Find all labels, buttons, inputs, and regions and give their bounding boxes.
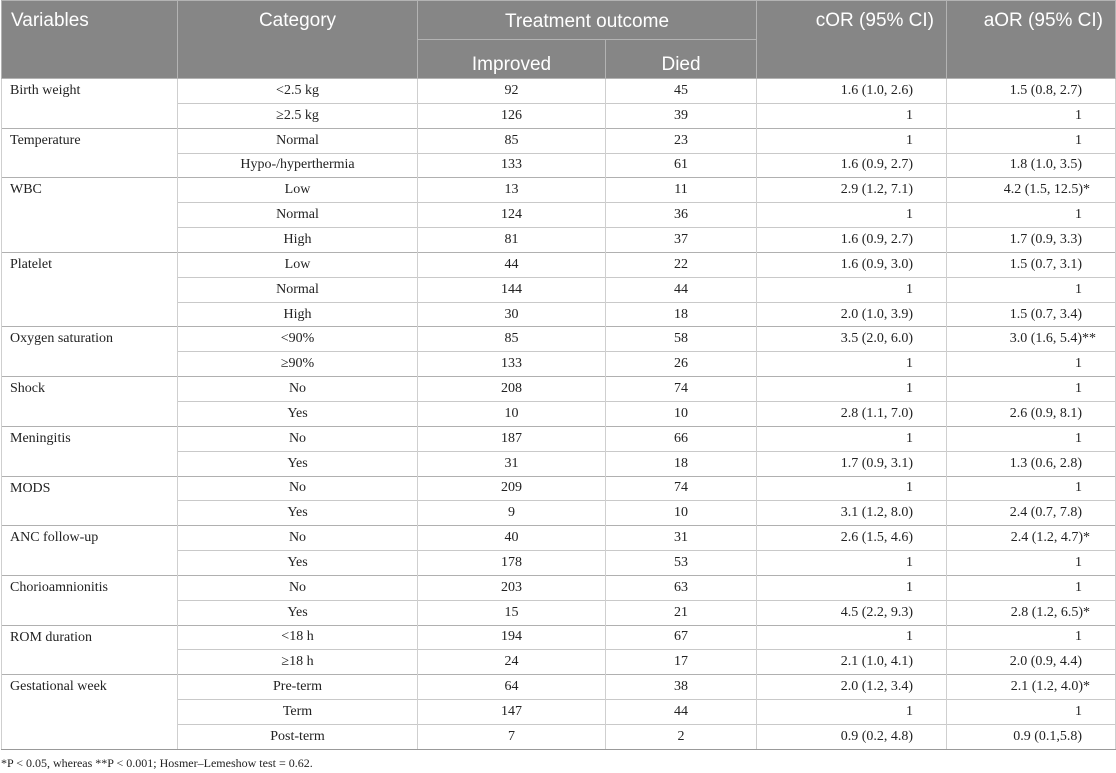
table-row (2, 526, 1116, 551)
aor-cell: 3.0 (1.6, 5.4)** (947, 327, 1116, 352)
category-cell: Post-term (178, 724, 418, 749)
table-header (2, 1, 1116, 79)
aor-cell: 1.7 (0.9, 3.3) (947, 228, 1116, 253)
table-row (2, 128, 1116, 153)
cor-cell: 1 (757, 352, 947, 377)
category-cell: No (178, 426, 418, 451)
improved-cell: 124 (418, 203, 606, 228)
category-cell: Normal (178, 277, 418, 302)
aor-cell: 2.0 (0.9, 4.4) (947, 650, 1116, 675)
cor-cell: 2.6 (1.5, 4.6) (757, 526, 947, 551)
header-variables: Variables (2, 1, 178, 79)
died-cell: 44 (606, 700, 757, 725)
category-cell: No (178, 476, 418, 501)
died-cell: 58 (606, 327, 757, 352)
cor-cell: 3.1 (1.2, 8.0) (757, 501, 947, 526)
cor-cell: 1 (757, 575, 947, 600)
cor-cell: 1 (757, 203, 947, 228)
category-cell: High (178, 228, 418, 253)
died-cell: 39 (606, 103, 757, 128)
improved-cell: 85 (418, 327, 606, 352)
cor-cell: 3.5 (2.0, 6.0) (757, 327, 947, 352)
variable-cell: ROM duration (2, 625, 178, 675)
died-cell: 53 (606, 551, 757, 576)
aor-cell: 2.8 (1.2, 6.5)* (947, 600, 1116, 625)
table-row (2, 252, 1116, 277)
aor-cell: 2.6 (0.9, 8.1) (947, 401, 1116, 426)
improved-cell: 81 (418, 228, 606, 253)
aor-cell: 2.4 (1.2, 4.7)* (947, 526, 1116, 551)
died-cell: 22 (606, 252, 757, 277)
cor-cell: 1.7 (0.9, 3.1) (757, 451, 947, 476)
cor-cell: 2.1 (1.0, 4.1) (757, 650, 947, 675)
died-cell: 10 (606, 501, 757, 526)
cor-cell: 1 (757, 551, 947, 576)
category-cell: Normal (178, 128, 418, 153)
aor-cell: 1 (947, 700, 1116, 725)
aor-cell: 1 (947, 352, 1116, 377)
died-cell: 67 (606, 625, 757, 650)
died-cell: 45 (606, 79, 757, 104)
aor-cell: 1 (947, 203, 1116, 228)
died-cell: 2 (606, 724, 757, 749)
category-cell: Hypo-/hyperthermia (178, 153, 418, 178)
improved-cell: 208 (418, 377, 606, 402)
aor-cell: 1.5 (0.8, 2.7) (947, 79, 1116, 104)
died-cell: 74 (606, 476, 757, 501)
category-cell: <90% (178, 327, 418, 352)
aor-cell: 4.2 (1.5, 12.5)* (947, 178, 1116, 203)
improved-cell: 147 (418, 700, 606, 725)
improved-cell: 126 (418, 103, 606, 128)
improved-cell: 194 (418, 625, 606, 650)
died-cell: 23 (606, 128, 757, 153)
table-row (2, 675, 1116, 700)
variable-cell: Shock (2, 377, 178, 427)
died-cell: 17 (606, 650, 757, 675)
improved-cell: 133 (418, 352, 606, 377)
died-cell: 10 (606, 401, 757, 426)
aor-cell: 1 (947, 551, 1116, 576)
table-row (2, 625, 1116, 650)
aor-cell: 1 (947, 128, 1116, 153)
cor-cell: 1 (757, 377, 947, 402)
header-treatment-outcome: Treatment outcome (418, 1, 757, 40)
aor-cell: 1 (947, 476, 1116, 501)
header-died: Died (606, 40, 757, 79)
category-cell: No (178, 526, 418, 551)
category-cell: No (178, 377, 418, 402)
table-body (2, 79, 1116, 750)
category-cell: Low (178, 178, 418, 203)
category-cell: ≥18 h (178, 650, 418, 675)
header-category: Category (178, 1, 418, 79)
improved-cell: 15 (418, 600, 606, 625)
aor-cell: 2.4 (0.7, 7.8) (947, 501, 1116, 526)
improved-cell: 64 (418, 675, 606, 700)
aor-cell: 1.5 (0.7, 3.1) (947, 252, 1116, 277)
cor-cell: 1 (757, 476, 947, 501)
aor-cell: 1 (947, 426, 1116, 451)
cor-cell: 1 (757, 103, 947, 128)
cor-cell: 1 (757, 128, 947, 153)
table-row (2, 575, 1116, 600)
footnote: *P < 0.05, whereas **P < 0.001; Hosmer–Lemeshow test = 0.62. (1, 756, 313, 770)
variable-cell: Gestational week (2, 675, 178, 750)
improved-cell: 85 (418, 128, 606, 153)
cor-cell: 1 (757, 625, 947, 650)
category-cell: Low (178, 252, 418, 277)
cor-cell: 1.6 (0.9, 3.0) (757, 252, 947, 277)
cor-cell: 2.9 (1.2, 7.1) (757, 178, 947, 203)
died-cell: 18 (606, 451, 757, 476)
category-cell: Yes (178, 401, 418, 426)
improved-cell: 92 (418, 79, 606, 104)
variable-cell: MODS (2, 476, 178, 526)
table-row (2, 377, 1116, 402)
category-cell: Pre-term (178, 675, 418, 700)
died-cell: 38 (606, 675, 757, 700)
cor-cell: 2.0 (1.2, 3.4) (757, 675, 947, 700)
died-cell: 36 (606, 203, 757, 228)
table-row (2, 79, 1116, 104)
results-table (1, 0, 1116, 750)
table-row (2, 178, 1116, 203)
category-cell: Yes (178, 600, 418, 625)
variable-cell: ANC follow-up (2, 526, 178, 576)
improved-cell: 24 (418, 650, 606, 675)
variable-cell: Oxygen saturation (2, 327, 178, 377)
header-aor: aOR (95% CI) (947, 1, 1116, 79)
header-improved: Improved (418, 40, 606, 79)
died-cell: 66 (606, 426, 757, 451)
improved-cell: 9 (418, 501, 606, 526)
died-cell: 37 (606, 228, 757, 253)
header-cor: cOR (95% CI) (757, 1, 947, 79)
died-cell: 11 (606, 178, 757, 203)
table-row (2, 426, 1116, 451)
cor-cell: 2.0 (1.0, 3.9) (757, 302, 947, 327)
cor-cell: 0.9 (0.2, 4.8) (757, 724, 947, 749)
improved-cell: 203 (418, 575, 606, 600)
died-cell: 63 (606, 575, 757, 600)
improved-cell: 40 (418, 526, 606, 551)
aor-cell: 1 (947, 575, 1116, 600)
table-row (2, 476, 1116, 501)
category-cell: Normal (178, 203, 418, 228)
improved-cell: 187 (418, 426, 606, 451)
cor-cell: 1 (757, 426, 947, 451)
died-cell: 18 (606, 302, 757, 327)
cor-cell: 2.8 (1.1, 7.0) (757, 401, 947, 426)
variable-cell: Chorioamnionitis (2, 575, 178, 625)
improved-cell: 44 (418, 252, 606, 277)
category-cell: High (178, 302, 418, 327)
cor-cell: 1.6 (0.9, 2.7) (757, 228, 947, 253)
category-cell: ≥90% (178, 352, 418, 377)
cor-cell: 1.6 (0.9, 2.7) (757, 153, 947, 178)
died-cell: 74 (606, 377, 757, 402)
improved-cell: 10 (418, 401, 606, 426)
improved-cell: 144 (418, 277, 606, 302)
died-cell: 21 (606, 600, 757, 625)
cor-cell: 4.5 (2.2, 9.3) (757, 600, 947, 625)
category-cell: Yes (178, 451, 418, 476)
died-cell: 31 (606, 526, 757, 551)
improved-cell: 31 (418, 451, 606, 476)
category-cell: Term (178, 700, 418, 725)
category-cell: No (178, 575, 418, 600)
cor-cell: 1 (757, 700, 947, 725)
table-row (2, 327, 1116, 352)
variable-cell: Birth weight (2, 79, 178, 129)
aor-cell: 1 (947, 625, 1116, 650)
aor-cell: 1 (947, 103, 1116, 128)
category-cell: <2.5 kg (178, 79, 418, 104)
variable-cell: Temperature (2, 128, 178, 178)
aor-cell: 0.9 (0.1,5.8) (947, 724, 1116, 749)
cor-cell: 1 (757, 277, 947, 302)
cor-cell: 1.6 (1.0, 2.6) (757, 79, 947, 104)
aor-cell: 1.3 (0.6, 2.8) (947, 451, 1116, 476)
variable-cell: WBC (2, 178, 178, 253)
improved-cell: 7 (418, 724, 606, 749)
category-cell: <18 h (178, 625, 418, 650)
improved-cell: 30 (418, 302, 606, 327)
died-cell: 61 (606, 153, 757, 178)
aor-cell: 1.8 (1.0, 3.5) (947, 153, 1116, 178)
improved-cell: 133 (418, 153, 606, 178)
category-cell: Yes (178, 551, 418, 576)
improved-cell: 209 (418, 476, 606, 501)
variable-cell: Meningitis (2, 426, 178, 476)
improved-cell: 13 (418, 178, 606, 203)
died-cell: 26 (606, 352, 757, 377)
died-cell: 44 (606, 277, 757, 302)
aor-cell: 1.5 (0.7, 3.4) (947, 302, 1116, 327)
category-cell: Yes (178, 501, 418, 526)
aor-cell: 2.1 (1.2, 4.0)* (947, 675, 1116, 700)
aor-cell: 1 (947, 277, 1116, 302)
category-cell: ≥2.5 kg (178, 103, 418, 128)
aor-cell: 1 (947, 377, 1116, 402)
improved-cell: 178 (418, 551, 606, 576)
variable-cell: Platelet (2, 252, 178, 327)
